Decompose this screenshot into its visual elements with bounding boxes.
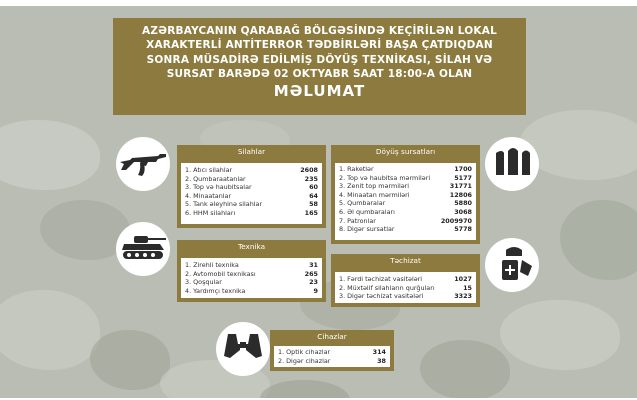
row-label: 1. Zirehli texnika (185, 261, 239, 269)
header-subtitle: MƏLUMAT (273, 82, 366, 101)
row-value: 58 (309, 200, 318, 209)
row-label: 7. Patronlar (339, 216, 376, 225)
row-value: 38 (377, 356, 386, 365)
table-row (335, 284, 476, 293)
table-row (181, 287, 322, 296)
header-title (113, 18, 526, 81)
row-label: 2. Qumbaraatanlar (185, 174, 246, 183)
table-row (274, 348, 390, 357)
equipment-icon (494, 246, 534, 284)
row-label: 2. Digər cihazlar (278, 356, 331, 365)
row-label: 6. Əl qumbaraları (339, 207, 395, 216)
table-row (335, 292, 476, 301)
row-label: 4. Yardımçı texnika (185, 286, 246, 295)
row-label: 3. Zenit top mərmiləri (339, 182, 410, 191)
row-label: 1. Fərdi təchizat vasitələri (339, 275, 423, 283)
rifle-icon (118, 148, 168, 180)
panel-doyus-sursatlari (331, 145, 480, 244)
panel-body (181, 163, 322, 224)
row-label: 5. Tank əleyhinə silahlar (185, 200, 263, 209)
row-label: 2. Müxtəlif silahların qurğuları (339, 283, 435, 292)
row-value: 9 (313, 286, 318, 295)
row-label: 3. Top və haubitsalar (185, 183, 252, 192)
header-title-line: XARAKTERLİ ANTİTERROR TƏDBİRLƏRİ BAŞA ÇATDIQDAN (146, 39, 493, 52)
panel-body (335, 272, 476, 303)
row-value: 2009970 (440, 216, 472, 225)
row-label: 1. Optik cihazlar (278, 348, 331, 356)
row-label: 5. Qumbaralar (339, 199, 386, 208)
row-value: 12806 (449, 190, 472, 199)
row-value: 5177 (454, 173, 472, 182)
table-row (335, 174, 476, 183)
table-row (181, 200, 322, 209)
header-banner (113, 18, 526, 115)
table-row (181, 278, 322, 287)
row-value: 265 (304, 269, 318, 278)
panel-body (335, 163, 476, 240)
table-row (181, 175, 322, 184)
row-label: 3. Qoşqular (185, 278, 222, 287)
table-row (181, 270, 322, 279)
row-label: 1. Raketlər (339, 165, 374, 173)
table-row (181, 261, 322, 270)
ammunition-icon (492, 145, 532, 181)
row-label: 3. Digər təchizat vasitələri (339, 292, 424, 301)
panel-title: Döyüş sursatları (375, 147, 436, 156)
table-row (181, 166, 322, 175)
row-value: 5778 (454, 225, 472, 234)
table-row (181, 209, 322, 218)
row-value: 2608 (300, 166, 318, 174)
row-value: 23 (309, 278, 318, 287)
table-row (335, 275, 476, 284)
table-row (335, 208, 476, 217)
panel-techizat (331, 254, 480, 307)
header-title-line: SONRA MÜSADİRƏ EDİLMİŞ DÖYÜŞ TEXNİKASI, SİLAH VƏ (146, 53, 493, 66)
panel-title: Təchizat (390, 256, 421, 265)
panel-cihazlar (270, 330, 394, 371)
row-value: 31771 (449, 182, 472, 191)
binoculars-icon (222, 328, 264, 364)
row-value: 165 (304, 208, 318, 217)
row-value: 3323 (454, 292, 472, 301)
table-row (181, 192, 322, 201)
table-row (274, 357, 390, 366)
header-title-line: SURSAT BARƏDƏ 02 OKTYABR SAAT 18:00-A OLAN (166, 67, 473, 80)
row-value: 1027 (454, 275, 472, 283)
panel-title: Texnika (237, 242, 266, 251)
table-row (335, 182, 476, 191)
top-margin (0, 0, 637, 6)
panel-body (274, 346, 390, 367)
row-label: 2. Avtomobil texnikası (185, 269, 256, 278)
tank-icon (120, 232, 168, 262)
panel-title: Silahlar (237, 147, 266, 156)
row-value: 60 (309, 183, 318, 192)
row-label: 6. HHM silahları (185, 208, 236, 217)
panel-texnika (177, 240, 326, 302)
row-value: 3068 (454, 207, 472, 216)
row-label: 4. Minaatanlar (185, 191, 232, 200)
row-label: 2. Top və haubitsa mərmiləri (339, 173, 431, 182)
row-label: 4. Minaatan mərmiləri (339, 190, 410, 199)
panel-title: Cihazlar (317, 332, 347, 341)
row-value: 314 (372, 348, 386, 356)
row-label: 1. Atıcı silahlar (185, 166, 233, 174)
row-value: 31 (309, 261, 318, 269)
table-row (335, 217, 476, 226)
row-value: 64 (309, 191, 318, 200)
table-row (181, 183, 322, 192)
row-value: 15 (463, 283, 472, 292)
row-value: 235 (304, 174, 318, 183)
row-value: 5880 (454, 199, 472, 208)
panel-body (181, 258, 322, 298)
row-value: 1700 (454, 165, 472, 173)
header-title-line: AZƏRBAYCANIN QARABAĞ BÖLGƏSİNDƏ KEÇİRİLƏN LOKAL (142, 25, 497, 37)
table-row (335, 225, 476, 234)
table-row (335, 199, 476, 208)
row-label: 8. Digər sursatlar (339, 225, 395, 234)
table-row (335, 165, 476, 174)
table-row (335, 191, 476, 200)
panel-silahlar (177, 145, 326, 228)
